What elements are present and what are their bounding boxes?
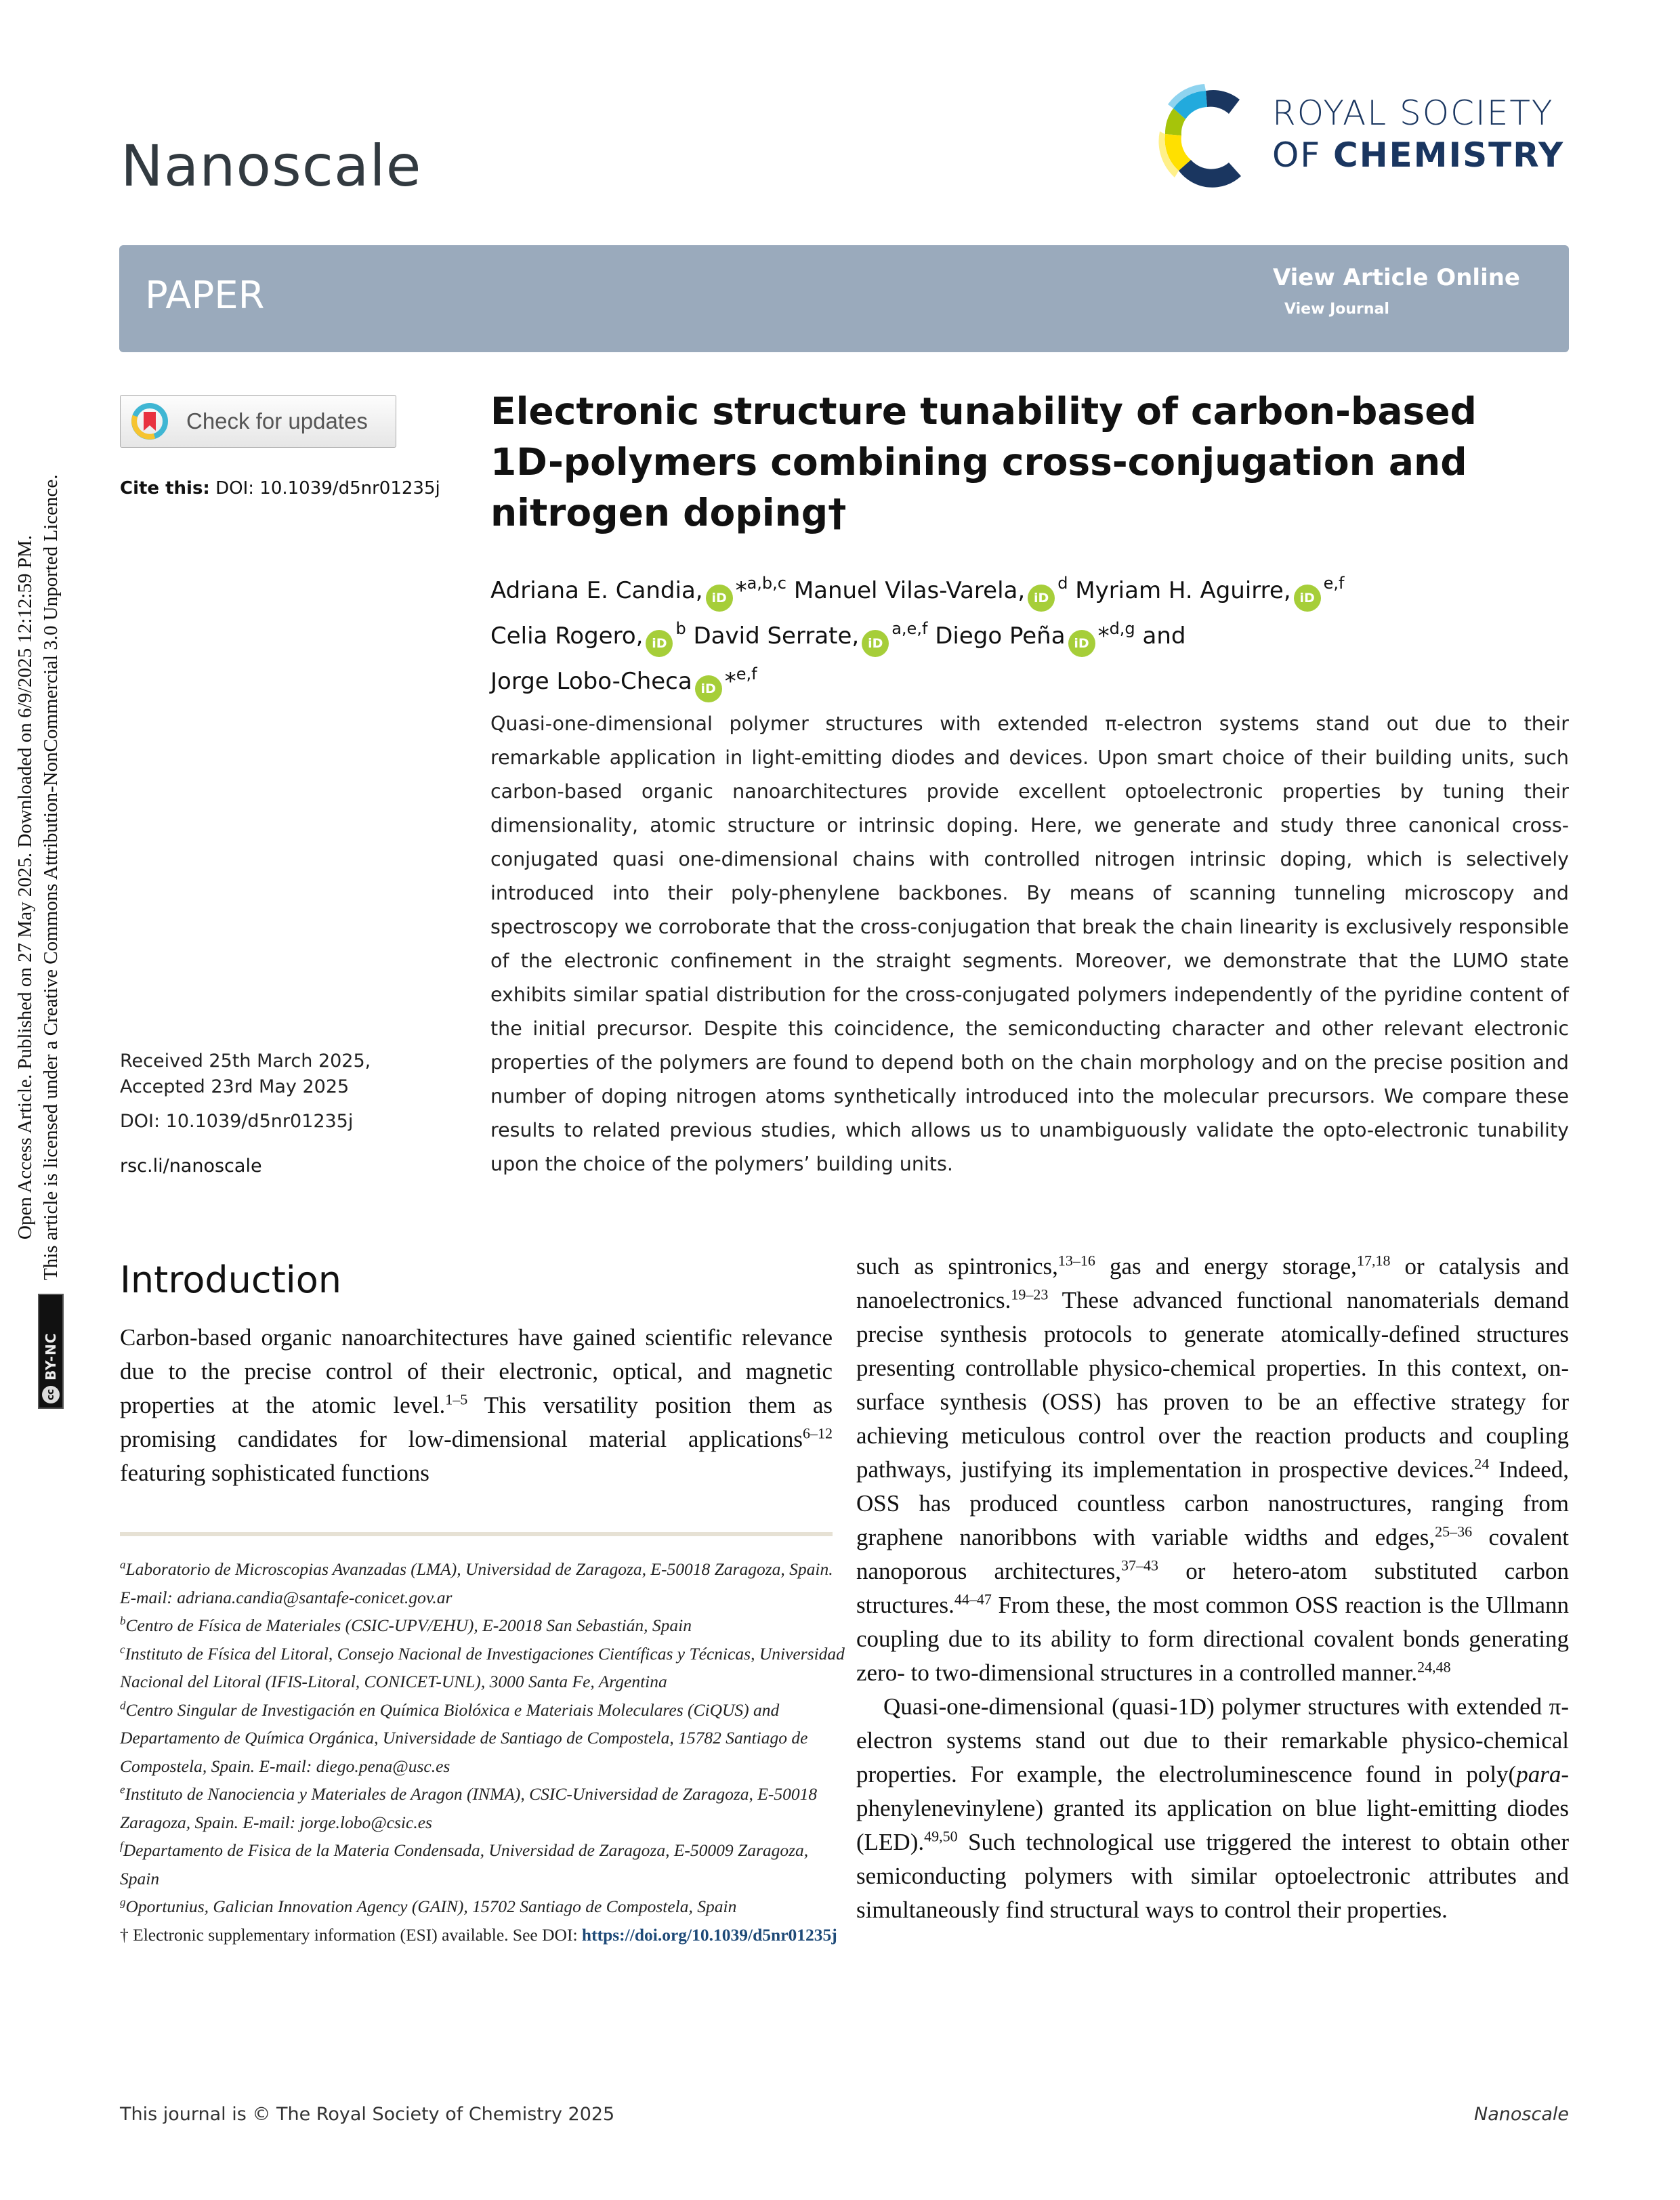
text-run: or hetero-atom substituted carbon structures. [856, 1558, 1569, 1618]
article-type-label: PAPER [145, 274, 265, 318]
authors-conjunction: and [1142, 622, 1186, 650]
corresponding-mark: * [724, 668, 736, 695]
citation-ref[interactable]: 1–5 [445, 1391, 468, 1408]
footnote-mark: b [120, 1614, 126, 1628]
check-for-updates-button[interactable] [120, 395, 396, 448]
open-access-notice [12, 257, 66, 1409]
copyright-footer: This journal is © The Royal Society of Chemistry 2025 [120, 2104, 615, 2125]
affiliation-marks: a,b,c [747, 574, 786, 593]
affiliation-marks: d [1057, 574, 1068, 593]
publisher-name-line1: ROYAL SOCIETY [1272, 93, 1554, 133]
footnote-mark: e [120, 1783, 125, 1796]
citation-ref[interactable]: 13–16 [1057, 1252, 1095, 1269]
footnote-text: Departamento de Fisica de la Materia Condensada, Universidad de Zaragoza, E-50009 Zaragoza, Spain [120, 1840, 809, 1888]
publisher-name-prefix: OF [1272, 135, 1334, 175]
footnote-text: Centro Singular de Investigación en Química Biolóxica e Materiais Moleculares (CiQUS) and Departamento de Química Orgánica, Universidade de Santiago de Compostela, 15782 Santiago de Compostela, Spain. E-mail: diego.pena@usc.es [120, 1699, 808, 1776]
footnote-text: Instituto de Nanociencia y Materiales de Aragon (INMA), CSIC-Universidad de Zaragoza, E-50018 Zaragoza, Spain. E-mail: jorge.lobo@csic.es [120, 1784, 818, 1832]
publisher-name-bold: CHEMISTRY [1333, 135, 1565, 175]
citation-ref[interactable]: 6–12 [803, 1424, 833, 1442]
affiliation-marks: d,g [1109, 619, 1135, 638]
affiliation-b [120, 1611, 845, 1640]
section-heading-introduction: Introduction [120, 1258, 342, 1301]
text-run: Indeed, OSS has produced countless carbon nanostructures, ranging from graphene nanoribbons with variable widths and edges, [856, 1456, 1569, 1550]
accepted-date: Accepted 23rd May 2025 [120, 1076, 350, 1097]
affiliation-f [120, 1836, 845, 1892]
citation-ref[interactable]: 44–47 [954, 1590, 992, 1608]
footnote-mark: a [120, 1558, 126, 1571]
text-run: Quasi-one-dimensional (quasi-1D) polymer structures with extended π-electron systems stand out due to their remarkable physico-chemical properties. For example, the electroluminescence found in poly( [856, 1693, 1569, 1788]
text-run: -phenylenevinylene) granted its application on blue light-emitting diodes (LED). [856, 1761, 1569, 1855]
footnote-text: Instituto de Física del Litoral, Consejo Nacional de Investigaciones Científicas y Técnicas, Universidad Nacional del Litoral (IFIS-Litoral, CONICET-UNL), 3000 Santa Fe, Argentina [120, 1643, 845, 1691]
affiliation-marks: a,e,f [891, 619, 928, 638]
text-run: From these, the most common OSS reaction is the Ullmann coupling due to its ability to form directional covalent bonds generating zero- to two-dimensional structures in a controlled manner. [856, 1592, 1569, 1686]
affiliation-d [120, 1696, 845, 1781]
article-type-banner [119, 245, 1569, 352]
journal-link[interactable]: rsc.li/nanoscale [120, 1156, 262, 1177]
orcid-icon[interactable]: iD [1028, 585, 1055, 612]
author-name[interactable]: David Serrate, [693, 622, 860, 650]
author-name[interactable]: Manuel Vilas-Varela, [793, 577, 1026, 604]
text-run: Such technological use triggered the interest to obtain other semiconducting polymers with similar optoelectronic attributes and simultaneously find structural ways to control their properties. [856, 1829, 1569, 1923]
text-run: Carbon-based organic nanoarchitectures have gained scientific relevance due to the precise control of their electronic, optical, and magnetic properties at the atomic level. [120, 1324, 833, 1418]
text-run-italic: para [1516, 1761, 1561, 1788]
footer-journal-name: Nanoscale [1474, 2104, 1569, 2125]
orcid-icon[interactable]: iD [706, 585, 733, 612]
article-title: Electronic structure tunability of carbon-based 1D-polymers combining cross-conjugation and nitrogen doping† [490, 389, 1477, 534]
author-name[interactable]: Jorge Lobo-Checa [490, 668, 692, 695]
crossmark-icon [131, 402, 169, 440]
orcid-icon[interactable]: iD [862, 630, 889, 657]
footnote-mark: g [120, 1895, 126, 1909]
citation-ref[interactable]: 24 [1474, 1455, 1490, 1473]
footnote-text: Oportunius, Galician Innovation Agency (GAIN), 15702 Santiago de Compostela, Spain [125, 1897, 737, 1916]
citation-ref[interactable]: 25–36 [1435, 1523, 1473, 1540]
affiliation-marks: e,f [1323, 574, 1345, 593]
cite-this-doi[interactable]: DOI: 10.1039/d5nr01235j [215, 478, 440, 499]
received-date: Received 25th March 2025, [120, 1051, 371, 1072]
corresponding-mark: * [735, 577, 747, 604]
author-name[interactable]: Diego Peña [935, 622, 1066, 650]
article-doi[interactable]: DOI: 10.1039/d5nr01235j [120, 1111, 354, 1132]
footnote-mark: c [120, 1643, 125, 1655]
affiliation-marks: b [675, 619, 686, 638]
orcid-icon[interactable]: iD [1068, 630, 1095, 657]
view-journal-link[interactable]: View Journal [1284, 301, 1389, 318]
rsc-logo-icon [1158, 76, 1267, 198]
orcid-icon[interactable]: iD [695, 675, 722, 702]
text-run: gas and energy storage, [1095, 1253, 1357, 1279]
text-run: featuring sophisticated functions [120, 1460, 429, 1486]
footnote-text: Centro de Física de Materiales (CSIC-UPV/EHU), E-20018 San Sebastián, Spain [125, 1615, 692, 1635]
esi-doi-link[interactable]: https://doi.org/10.1039/d5nr01235j [581, 1924, 837, 1945]
cite-this [120, 478, 440, 499]
author-list [490, 566, 1561, 702]
abstract: Quasi-one-dimensional polymer structures with extended π-electron systems stand out due to their remarkable application in light-emitting diodes and devices. Upon smart choice of their building units, such carbon-based organic nanoarchitectures provide excellent optoelectronic properties by tuning their dimensionality, atomic structure or intrinsic doping. Here, we generate and study three canonical cross-conjugated quasi one-dimensional chains with controlled nitrogen intrinsic doping, which is selectively introduced into their poly-phenylene backbones. By means of scanning tunneling microscopy and spectroscopy we corroborate that the cross-conjugation that break the chain linearity is exclusively responsible of the electronic confinement in the straight segments. Moreover, we demonstrate that the LUMO state exhibits similar spatial distribution for the cross-conjugated polymers independently of the pyridine content of the initial precursor. Despite this coincidence, the semiconducting character and other relevant electronic properties of the polymers are found to depend both on the chain morphology and on the precise position and number of doping nitrogen atoms synthetically introduced into the molecular precursors. We compare these results to related previous studies, which allows us to unambiguously validate the opto-electronic tunability upon the choice of the polymers’ building units. [490, 713, 1569, 1175]
citation-ref[interactable]: 24,48 [1417, 1658, 1451, 1676]
author-name[interactable]: Celia Rogero, [490, 622, 644, 650]
license-type: BY-NC [43, 1332, 59, 1380]
esi-note [120, 1921, 845, 1949]
footnote-mark: f [120, 1839, 123, 1853]
text-run: such as spintronics, [856, 1253, 1058, 1279]
received-accepted-dates [120, 1049, 371, 1100]
affiliation-a [120, 1555, 845, 1611]
affiliation-e [120, 1780, 845, 1836]
publisher-logo [1158, 76, 1578, 198]
footnote-mark: d [120, 1699, 126, 1712]
publication-notice: Open Access Article. Published on 27 May 2025. Downloaded on 6/9/2025 12:12:59 PM. [14, 535, 36, 1240]
affiliation-g [120, 1892, 845, 1921]
license-notice: This article is licensed under a Creative Commons Attribution-NonCommercial 3.0 Unported Licence. [40, 474, 62, 1280]
publisher-name-line2 [1272, 135, 1564, 175]
creative-commons-icon: cc [42, 1386, 60, 1403]
citation-ref[interactable]: 49,50 [924, 1827, 958, 1845]
text-run: covalent nanoporous architectures, [856, 1524, 1569, 1584]
intro-paragraph-2 [856, 1690, 1569, 1927]
citation-ref[interactable]: 17,18 [1356, 1252, 1391, 1269]
text-run: or catalysis and nanoelectronics. [856, 1253, 1569, 1313]
cite-this-label: Cite this: [120, 478, 210, 499]
affiliation-footnotes [120, 1555, 845, 1949]
intro-paragraph-left [120, 1321, 833, 1490]
affiliation-marks: e,f [736, 664, 757, 683]
author-name[interactable]: Adriana E. Candia, [490, 577, 703, 604]
footnote-text: Laboratorio de Microscopias Avanzadas (LMA), Universidad de Zaragoza, E-50018 Zaragoza, Spain. E-mail: adriana.candia@santafe-conicet.gov.ar [120, 1559, 833, 1607]
citation-ref[interactable]: 19–23 [1011, 1286, 1049, 1303]
check-for-updates-label: Check for updates [186, 408, 368, 433]
affiliation-c [120, 1640, 845, 1696]
intro-column-right [856, 1250, 1569, 1927]
citation-ref[interactable]: 37–43 [1121, 1557, 1159, 1574]
orcid-icon[interactable]: iD [646, 630, 673, 657]
orcid-icon[interactable]: iD [1294, 585, 1321, 612]
intro-paragraph-continued [856, 1250, 1569, 1690]
view-article-online-link[interactable]: View Article Online [1272, 264, 1520, 291]
author-name[interactable]: Myriam H. Aguirre, [1075, 577, 1291, 604]
text-run: These advanced functional nanomaterials demand precise synthesis protocols to generate atomically-defined structures presenting controllable physico-chemical properties. In this context, on-surface synthesis (OSS) has proven to be an effective strategy for achieving meticulous control over the reaction products and coupling pathways, justifying its implementation in prospective devices. [856, 1287, 1569, 1483]
cc-license-badge[interactable] [38, 1294, 64, 1409]
journal-title: Nanoscale [121, 133, 422, 199]
text-run: This versatility position them as promising candidates for low-dimensional material applications [120, 1392, 833, 1452]
esi-text: † Electronic supplementary information (ESI) available. See DOI: [120, 1924, 582, 1945]
footnote-divider [120, 1532, 833, 1536]
corresponding-mark: * [1097, 622, 1110, 650]
